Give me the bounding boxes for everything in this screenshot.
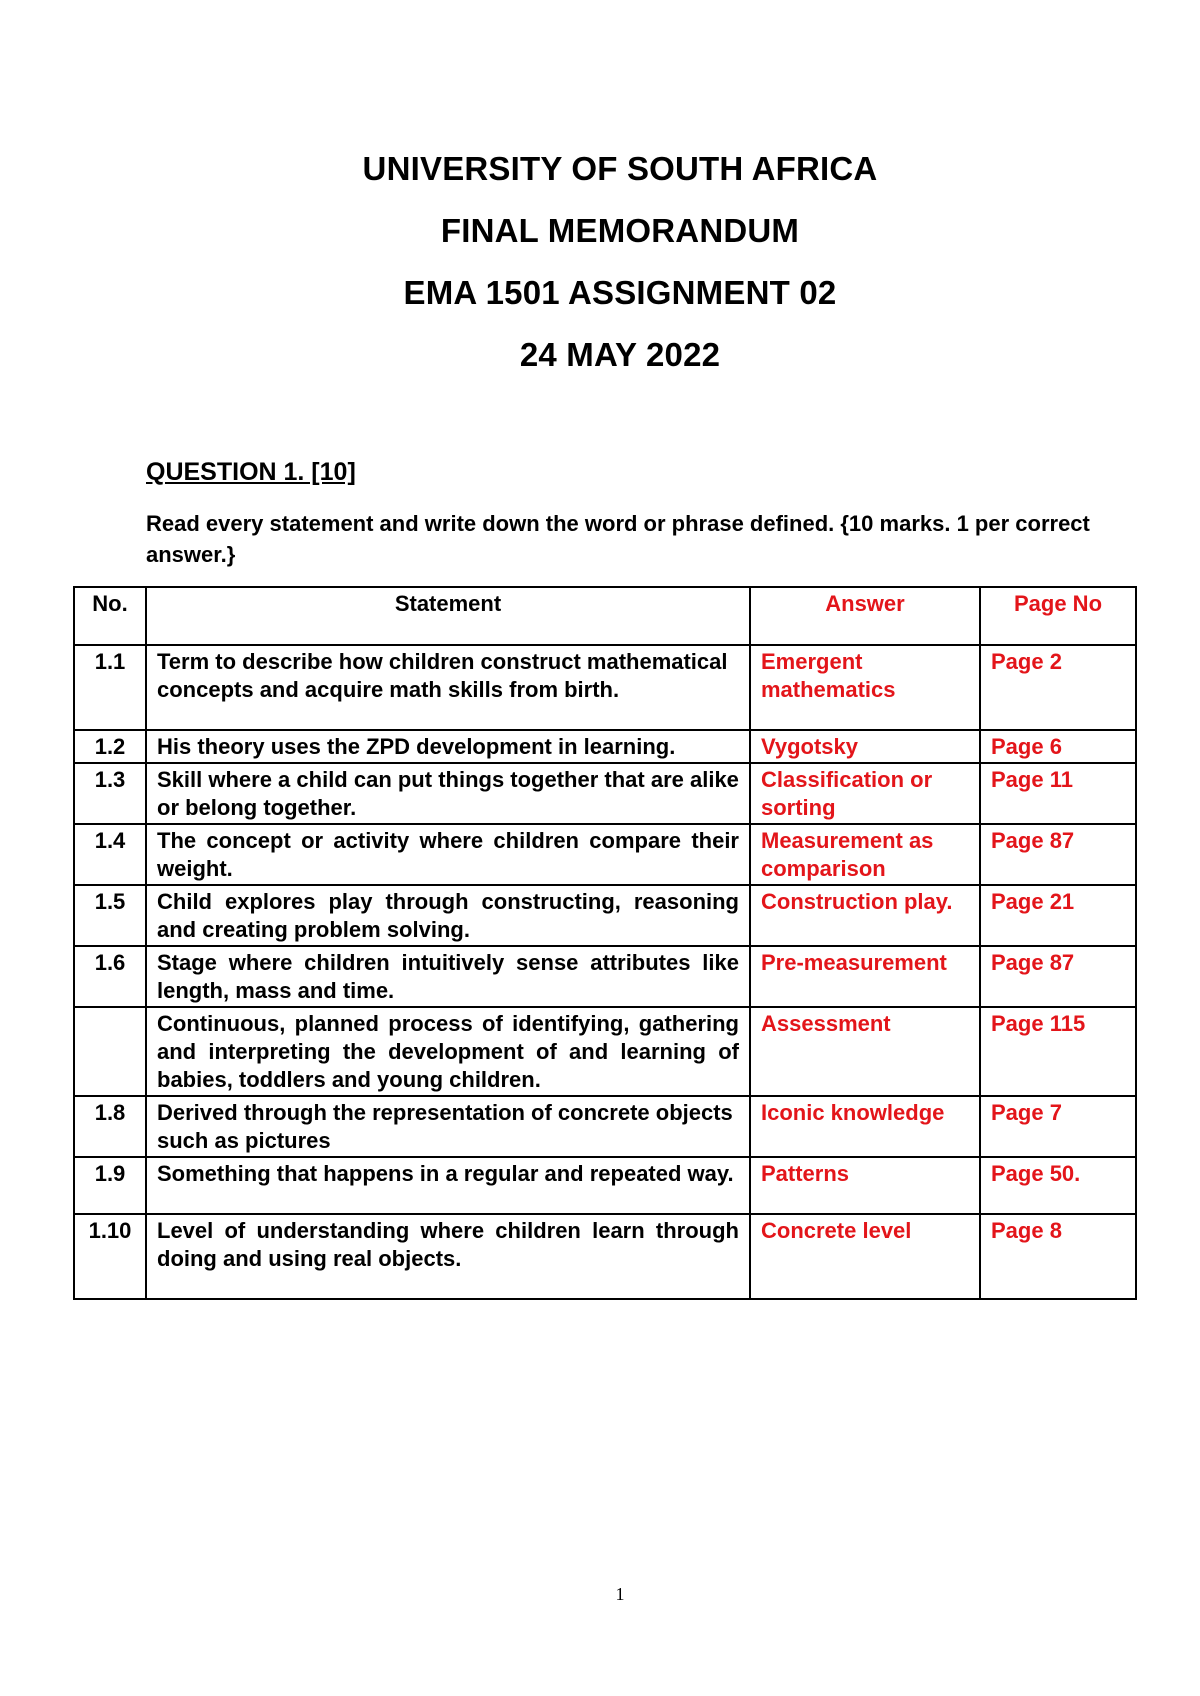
row-page-no: Page 87 [980,824,1136,885]
table-row [74,1096,1136,1157]
row-statement: The concept or activity where children compare their weight. [146,824,750,885]
table-row [74,946,1136,1007]
row-answer: Pre-measurement [750,946,980,1007]
row-page-no: Page 6 [980,730,1136,763]
table-row [74,1007,1136,1096]
header-answer: Answer [750,587,980,645]
row-page-no: Page 11 [980,763,1136,824]
row-answer: Concrete level [750,1214,980,1299]
row-number: 1.1 [74,645,146,730]
table-row [74,730,1136,763]
table-row [74,885,1136,946]
row-page-no: Page 7 [980,1096,1136,1157]
row-statement: Derived through the representation of concrete objects such as pictures [146,1096,750,1157]
row-answer: Vygotsky [750,730,980,763]
table-row [74,1214,1136,1299]
memo-date: 24 MAY 2022 [519,336,721,373]
row-page-no: Page 2 [980,645,1136,730]
row-number [74,1007,146,1096]
table-row [74,1157,1136,1214]
row-answer: Patterns [750,1157,980,1214]
row-answer: Iconic knowledge [750,1096,980,1157]
page-number: 1 [615,1584,625,1604]
row-answer: Measurement as comparison [750,824,980,885]
row-number: 1.4 [74,824,146,885]
question-instructions: Read every statement and write down the word or phrase defined. {10 marks. 1 per correct answer.} [146,511,1090,567]
row-statement: Child explores play through constructing, reasoning and creating problem solving. [146,885,750,946]
row-statement: Something that happens in a regular and repeated way. [146,1157,750,1214]
row-number: 1.10 [74,1214,146,1299]
question-heading: QUESTION 1. [10] [146,458,356,486]
header-page-no: Page No [980,587,1136,645]
row-answer: Construction play. [750,885,980,946]
row-statement: His theory uses the ZPD development in learning. [146,730,750,763]
table-row [74,645,1136,730]
university-name: UNIVERSITY OF SOUTH AFRICA [362,150,878,187]
row-number: 1.3 [74,763,146,824]
row-number: 1.9 [74,1157,146,1214]
table-header-row [74,587,1136,645]
memo-title: FINAL MEMORANDUM [440,212,800,249]
row-page-no: Page 21 [980,885,1136,946]
row-number: 1.5 [74,885,146,946]
row-statement: Level of understanding where children learn through doing and using real objects. [146,1214,750,1299]
memo-table [73,586,1137,1300]
row-answer: Emergent mathematics [750,645,980,730]
table-row [74,763,1136,824]
row-answer: Classification or sorting [750,763,980,824]
document-title-block [0,138,1200,386]
header-no: No. [74,587,146,645]
row-statement: Skill where a child can put things together that are alike or belong together. [146,763,750,824]
row-statement: Continuous, planned process of identifying, gathering and interpreting the development of and learning of babies, toddlers and young children. [146,1007,750,1096]
row-number: 1.2 [74,730,146,763]
row-page-no: Page 87 [980,946,1136,1007]
row-statement: Term to describe how children construct mathematical concepts and acquire math skills from birth. [146,645,750,730]
row-page-no: Page 115 [980,1007,1136,1096]
row-statement: Stage where children intuitively sense attributes like length, mass and time. [146,946,750,1007]
row-page-no: Page 50. [980,1157,1136,1214]
row-page-no: Page 8 [980,1214,1136,1299]
header-statement: Statement [146,587,750,645]
row-answer: Assessment [750,1007,980,1096]
table-row [74,824,1136,885]
row-number: 1.8 [74,1096,146,1157]
assignment-title: EMA 1501 ASSIGNMENT 02 [403,274,837,311]
row-number: 1.6 [74,946,146,1007]
